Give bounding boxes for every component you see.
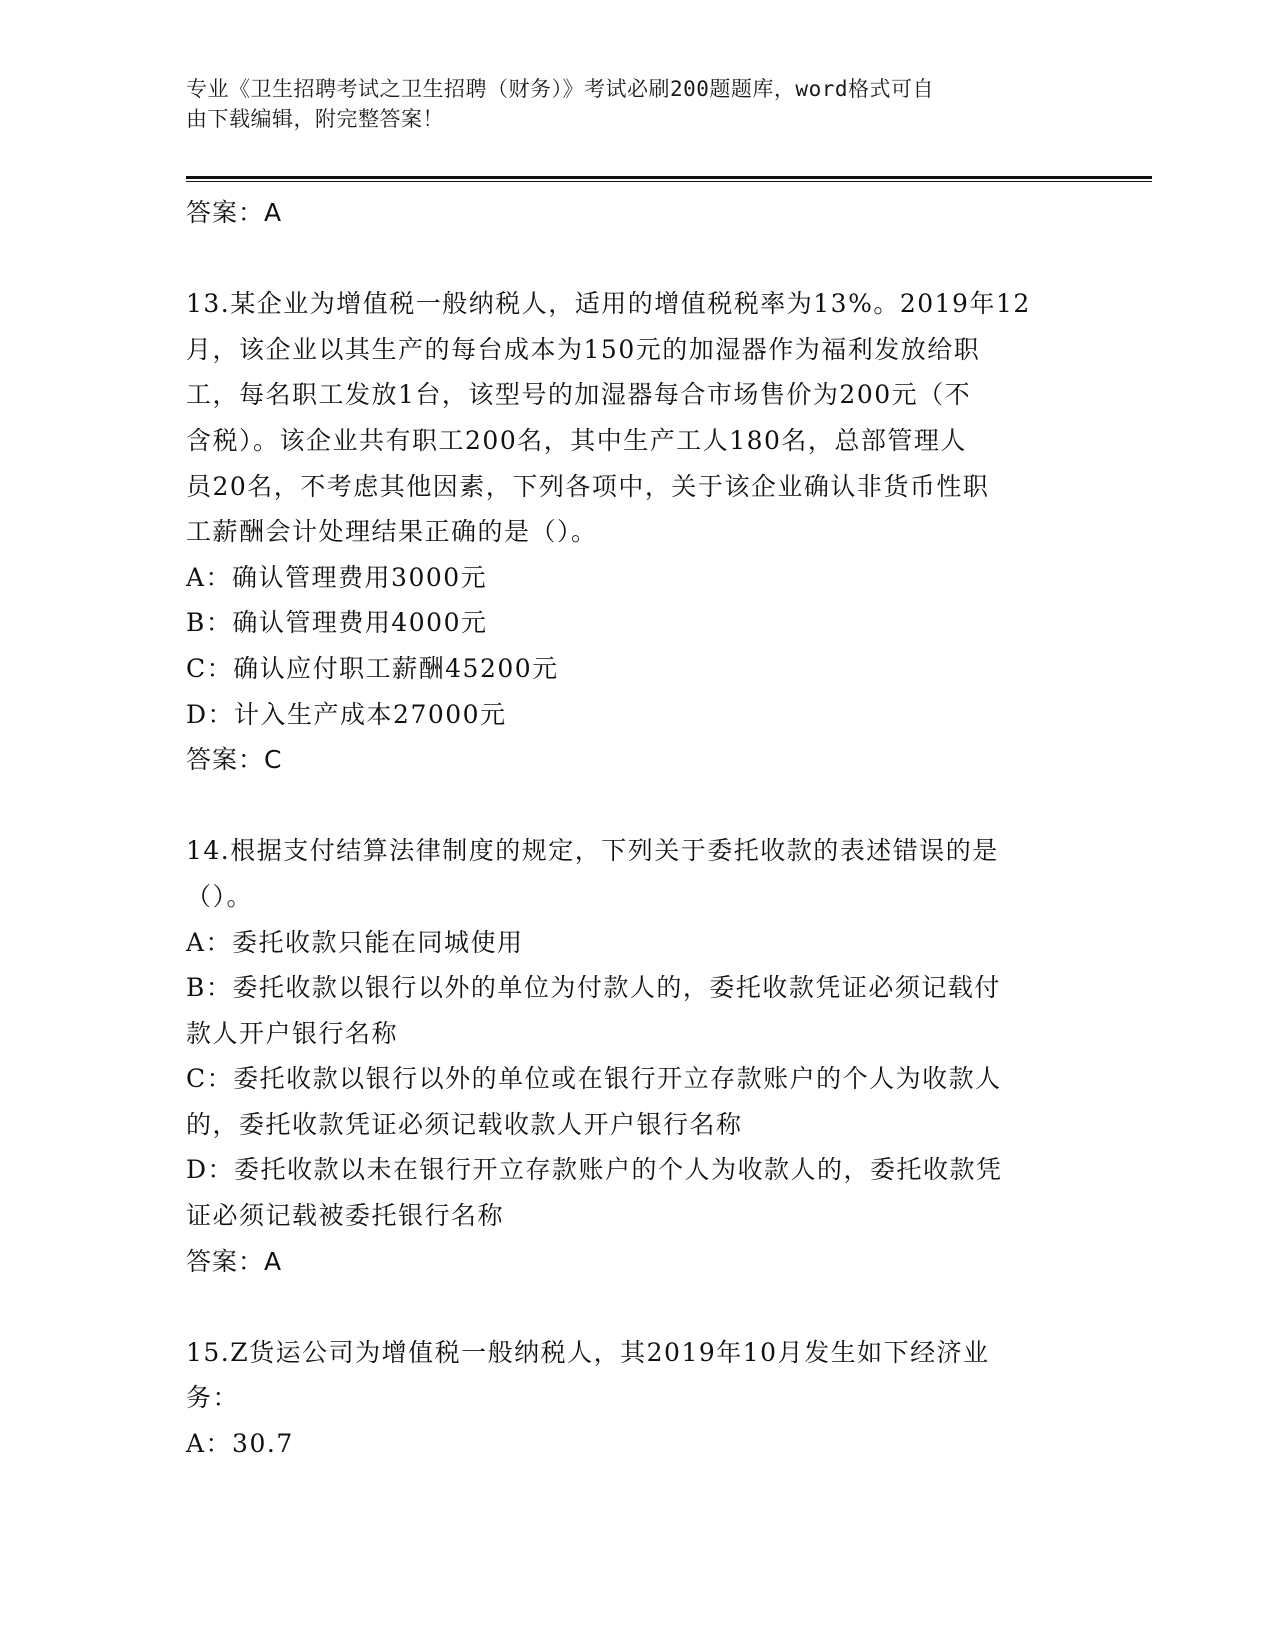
option-c: C：委托收款以银行以外的单位或在银行开立存款账户的个人为收款人 bbox=[186, 1064, 1002, 1094]
question-stem-line: 14.根据支付结算法律制度的规定，下列关于委托收款的表述错误的是 bbox=[186, 836, 999, 866]
question-stem-line: 13.某企业为增值税一般纳税人，适用的增值税税率为13%。2019年12 bbox=[186, 289, 1031, 319]
question-stem-line: 15.Z货运公司为增值税一般纳税人，其2019年10月发生如下经济业 bbox=[186, 1337, 990, 1367]
question-stem-line: 务： bbox=[186, 1383, 240, 1413]
page-header bbox=[186, 74, 1056, 134]
answer-13: 答案：C bbox=[186, 745, 283, 775]
option-d: D：委托收款以未在银行开立存款账户的个人为收款人的，委托收款凭 bbox=[186, 1155, 1003, 1185]
header-rule-thick bbox=[186, 176, 1152, 179]
option-a: A：30.7 bbox=[186, 1429, 294, 1459]
option-c-continued: 的，委托收款凭证必须记载收款人开户银行名称 bbox=[186, 1109, 743, 1139]
header-line-1: 专业《卫生招聘考试之卫生招聘（财务）》考试必刷200题题库，word格式可自 bbox=[186, 77, 934, 101]
spacer bbox=[186, 783, 1086, 829]
question-13 bbox=[186, 281, 1086, 783]
option-d-continued: 证必须记载被委托银行名称 bbox=[186, 1201, 505, 1231]
question-stem-line: 工，每名职工发放1台，该型号的加湿器每合市场售价为200元（不 bbox=[186, 380, 972, 410]
question-stem-line: （）。 bbox=[186, 881, 254, 911]
question-stem-line: 工薪酬会计处理结果正确的是（）。 bbox=[186, 517, 598, 547]
option-c: C：确认应付职工薪酬45200元 bbox=[186, 653, 559, 683]
question-15 bbox=[186, 1330, 1086, 1467]
option-b: B：委托收款以银行以外的单位为付款人的，委托收款凭证必须记载付 bbox=[186, 973, 1001, 1003]
spacer bbox=[186, 1284, 1086, 1330]
option-b-continued: 款人开户银行名称 bbox=[186, 1018, 399, 1048]
option-a: A：确认管理费用3000元 bbox=[186, 562, 488, 592]
option-b: B：确认管理费用4000元 bbox=[186, 608, 488, 638]
question-14 bbox=[186, 828, 1086, 1284]
answer-previous: 答案：A bbox=[186, 198, 283, 227]
question-stem-line: 月，该企业以其生产的每台成本为150元的加湿器作为福利发放给职 bbox=[186, 334, 981, 364]
question-stem-line: 员20名，不考虑其他因素，下列各项中，关于该企业确认非货币性职 bbox=[186, 471, 990, 501]
option-d: D：计入生产成本27000元 bbox=[186, 699, 507, 729]
answer-14: 答案：A bbox=[186, 1246, 283, 1276]
spacer bbox=[186, 236, 1086, 282]
question-stem-line: 含税）。该企业共有职工200名，其中生产工人180名，总部管理人 bbox=[186, 425, 967, 455]
header-line-2: 由下载编辑，附完整答案！ bbox=[186, 107, 444, 131]
option-a: A：委托收款只能在同城使用 bbox=[186, 927, 524, 957]
document-body bbox=[186, 190, 1086, 1467]
header-rule-thin bbox=[186, 181, 1152, 182]
